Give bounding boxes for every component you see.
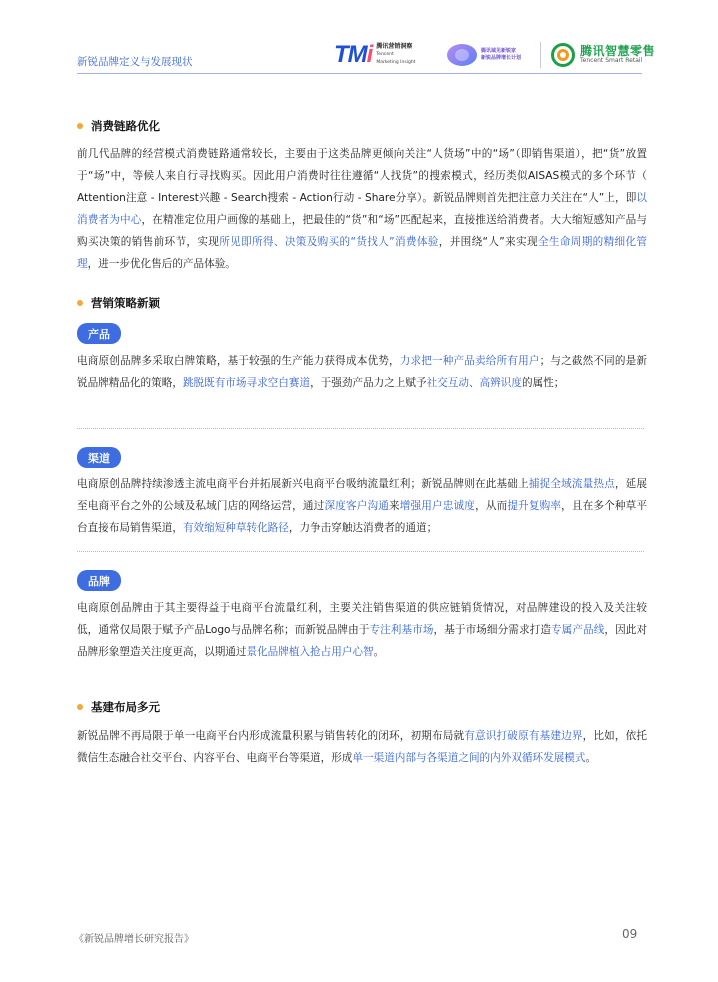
section-heading-marketing: 营销策略新颖 xyxy=(77,295,160,311)
tmi-logo-cn: 腾讯营销洞察 xyxy=(376,43,413,50)
tag-brand: 品牌 xyxy=(77,570,121,591)
paragraph-chain: 前几代品牌的经营模式消费链路通常较长，主要由于这类品牌更倾向关注“人货场”中的“场”（即销售渠道），把“货”放置于“场”中，等候人来自行寻找购买。因此用户消费时往往遵循“人找货”的搜索模式，经历类似AISAS模式的多个环节（ Attention注意 - Interest兴趣 - Search搜索 - Action行动 - Share分享）。新锐品牌则首先把注意力关注在“人”上，即以消费者为中心，在精准定位用户画像的基础上，把最佳的“货”和“场”匹配起来，直接推送给消费者。大大缩短感知产品与购买决策的销售前环节，实现所见即所得、决策及购买的“货找人”消费体验，并围绕“人”来实现全生命周期的精细化管理，进一步优化售后的产品体验。 xyxy=(77,148,648,270)
bullet-dot-icon xyxy=(77,300,83,306)
logo-divider xyxy=(540,40,541,70)
bullet-dot-icon xyxy=(77,704,83,710)
program-logo-line2: 新锐品牌增长计划 xyxy=(481,55,522,61)
dotted-divider xyxy=(77,428,644,429)
smart-retail-logo xyxy=(551,40,655,70)
footer-report-title: 《新锐品牌增长研究报告》 xyxy=(74,934,194,945)
smart-retail-icon xyxy=(551,43,575,67)
dotted-divider xyxy=(77,551,644,552)
header-section-title: 新锐品牌定义与发展现状 xyxy=(77,56,193,68)
bullet-dot-icon xyxy=(77,123,83,129)
program-logo-line1: 腾讯域见新锐家 xyxy=(481,48,517,54)
smart-retail-en: Tencent Smart Retail xyxy=(580,57,643,64)
program-badge-icon xyxy=(447,44,477,66)
page-header xyxy=(0,0,718,78)
paragraph-infra: 新锐品牌不再局限于单一电商平台内形成流量积累与销售转化的闭环，初期布局就有意识打破原有基建边界，比如，依托微信生态融合社交平台、内容平台、电商平台等渠道，形成单一渠道内部与各渠道之间的内外双循环发展模式。 xyxy=(77,730,648,764)
program-logo xyxy=(447,40,521,70)
paragraph-product: 电商原创品牌多采取白牌策略，基于较强的生产能力获得成本优势，力求把一种产品卖给所有用户；与之截然不同的是新锐品牌精品化的策略，跳脱既有市场寻求空白赛道，于强劲产品力之上赋予社交互动、高辨识度的属性； xyxy=(77,355,648,389)
section-heading-chain: 消费链路优化 xyxy=(77,118,160,134)
paragraph-brand: 电商原创品牌由于其主要得益于电商平台流量红利，主要关注销售渠道的供应链销货情况，对品牌建设的投入及关注较低，通常仅局限于赋予产品Logo与品牌名称；而新锐品牌由于专注利基市场，基于市场细分需求打造专属产品线，因此对品牌形象塑造关注度更高，以期通过景化品牌植入抢占用户心智。 xyxy=(77,602,648,658)
tmi-logo-mark: TMi xyxy=(334,41,373,68)
section-heading-infra: 基建布局多元 xyxy=(77,699,160,715)
tmi-logo-en2: Marketing Insight xyxy=(376,60,416,65)
tag-channel: 渠道 xyxy=(77,447,121,468)
header-divider xyxy=(77,73,642,74)
page-number: 09 xyxy=(622,927,638,941)
tag-product: 产品 xyxy=(77,323,121,344)
smart-retail-cn: 腾讯智慧零售 xyxy=(580,44,656,58)
paragraph-channel: 电商原创品牌持续渗透主流电商平台并拓展新兴电商平台吸纳流量红利；新锐品牌则在此基础上捕捉全域流量热点，延展至电商平台之外的公域及私域门店的网络运营，通过深度客户沟通来增强用户忠诚度，从而提升复购率，且在多个种草平台直接布局销售渠道，有效缩短种草转化路径，力争击穿触达消费者的通道； xyxy=(77,478,648,534)
tmi-logo-en1: Tencent xyxy=(376,52,394,57)
tmi-logo xyxy=(334,40,415,70)
